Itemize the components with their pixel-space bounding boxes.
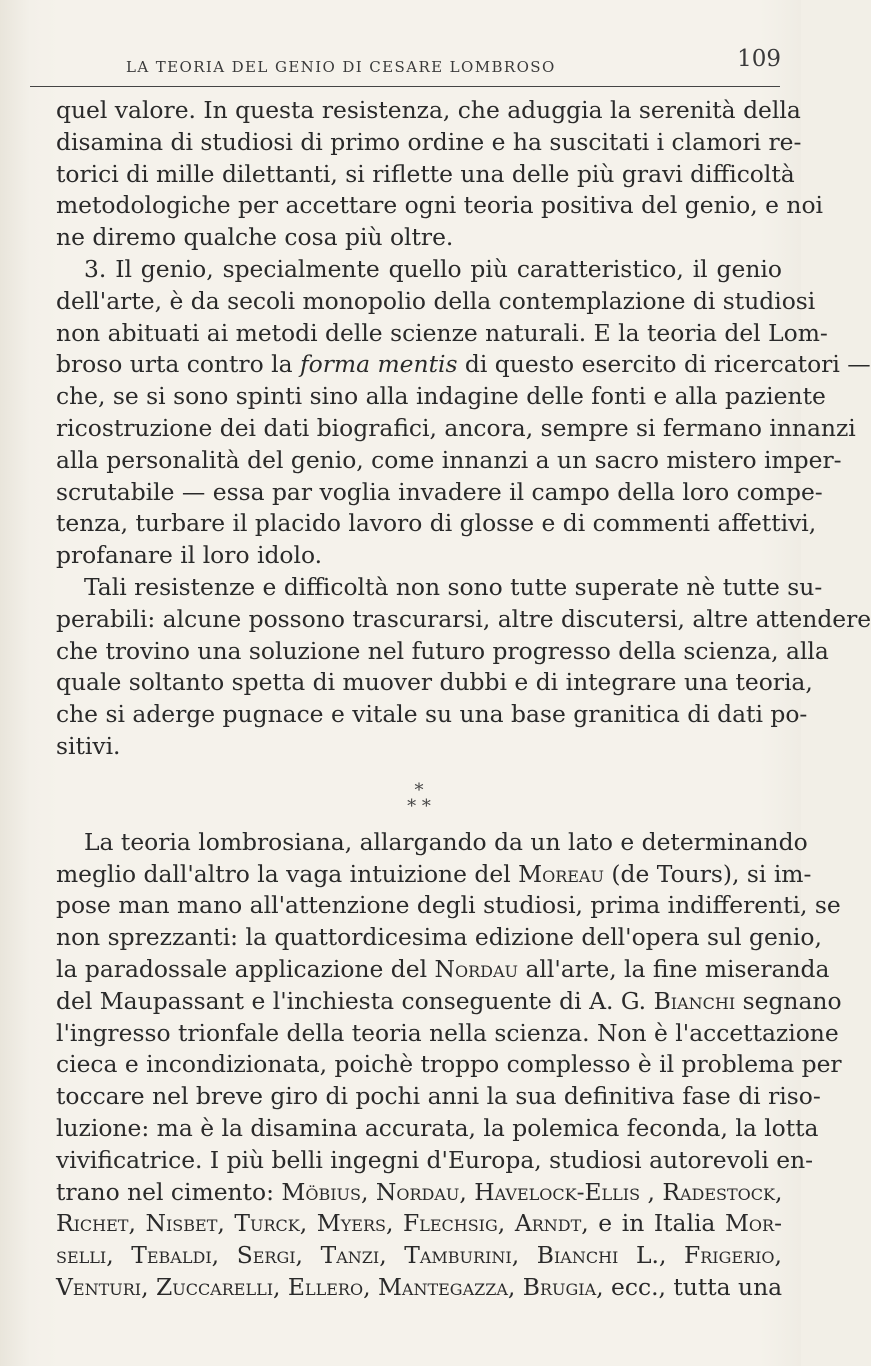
text-line: dell'arte, è da secoli monopolio della contemplazione di studiosi — [56, 286, 816, 315]
author-name: Nordau — [434, 954, 519, 983]
text-line: tenza, turbare il placido lavoro di glosse e di commenti affettivi, — [56, 509, 817, 538]
text-line: cieca e incondizionata, poichè troppo complesso è il problema per — [56, 1050, 842, 1079]
asterism-top: * — [414, 779, 424, 801]
text-line: pose man mano all'attenzione degli studiosi, prima indifferenti, se — [56, 891, 841, 920]
text-line — [56, 986, 842, 1018]
text-line: metodologiche per accettare ogni teoria positiva del genio, e noi — [56, 191, 824, 220]
body-text — [56, 95, 871, 1304]
text-line: disamina di studiosi di primo ordine e ha suscitati i clamori re- — [56, 127, 802, 156]
text-line: l'ingresso trionfale della teoria nella scienza. Non è l'accettazione — [56, 1018, 839, 1047]
paragraph-3 — [56, 572, 871, 763]
text-line: 3. Il genio, specialmente quello più caratteristico, il genio — [84, 254, 782, 283]
text-line: profanare il loro idolo. — [56, 541, 323, 570]
text-line: che, se si sono spinti sino alla indagine delle fonti e alla paziente — [56, 382, 826, 411]
text-line — [56, 1272, 782, 1304]
text-line: quel valore. In questa resistenza, che aduggia la serenità della — [56, 96, 801, 124]
text-run: e in Italia — [588, 1209, 725, 1238]
text-line: Tali resistenze e difficoltà non sono tutte superate nè tutte su- — [84, 572, 823, 601]
text-run: all'arte, la fine miseranda — [518, 954, 830, 983]
text-line: luzione: ma è la disamina accurata, la polemica feconda, la lotta — [56, 1113, 819, 1142]
text-line: perabili: alcune possono trascurarsi, altre discutersi, altre attendere — [56, 604, 871, 633]
text-run: segnano — [735, 986, 842, 1015]
paragraph-4 — [56, 827, 842, 1304]
text-line: ne diremo qualche cosa più oltre. — [56, 223, 454, 252]
author-name: Moreau — [518, 859, 604, 888]
author-names: selli, Tebaldi, Sergi, Tanzi, Tamburini, Bianchi L., Frigerio, — [56, 1241, 782, 1270]
text-line: scrutabile — essa par voglia invadere il campo della loro compe- — [56, 477, 823, 506]
text-run: broso urta contro la — [56, 350, 300, 379]
text-line — [56, 1208, 782, 1240]
author-names: Mor- — [724, 1209, 783, 1238]
text-line — [56, 954, 830, 986]
paragraph-2 — [56, 254, 871, 572]
running-head: LA TEORIA DEL GENIO DI CESARE LOMBROSO — [126, 58, 556, 76]
author-names: Richet, Nisbet, Turck, Myers, Flechsig, Arndt, — [56, 1209, 589, 1238]
text-line: La teoria lombrosiana, allargando da un lato e determinando — [84, 827, 808, 856]
text-line: toccare nel breve giro di pochi anni la sua definitiva fase di riso- — [56, 1082, 821, 1111]
text-run: del Maupassant e l'inchiesta conseguente di A. G. — [56, 986, 654, 1015]
text-line: che si aderge pugnace e vitale su una base granitica di dati po- — [56, 700, 808, 729]
text-line: alla personalità del genio, come innanzi a un sacro mistero imper- — [56, 445, 842, 474]
author-name: Bianchi — [653, 986, 736, 1015]
author-names: Venturi, Zuccarelli, Ellero, Mantegazza, Brugia, — [56, 1272, 604, 1301]
text-run: trano nel cimento: — [56, 1177, 282, 1206]
text-line — [56, 349, 871, 381]
text-line: vivificatrice. I più belli ingegni d'Europa, studiosi autorevoli en- — [56, 1145, 814, 1174]
text-run: di questo esercito di ricercatori — — [457, 350, 871, 379]
text-run: (de Tours), si im- — [603, 859, 812, 888]
text-line: non abituati ai metodi delle scienze naturali. E la teoria del Lom- — [56, 318, 828, 347]
text-line: che trovino una soluzione nel futuro progresso della scienza, alla — [56, 636, 829, 665]
italic-phrase: forma mentis — [300, 350, 458, 379]
text-run: ecc., tutta una — [603, 1272, 783, 1301]
text-line — [56, 859, 812, 891]
text-line — [56, 1240, 782, 1272]
paragraph-1 — [56, 95, 824, 254]
asterism-bottom: * * — [407, 795, 431, 817]
page-number: 109 — [737, 46, 781, 72]
text-line: non sprezzanti: la quattordicesima edizione dell'opera sul genio, — [56, 923, 822, 952]
text-line: quale soltanto spetta di muover dubbi e di integrare una teoria, — [56, 668, 813, 697]
section-asterism — [56, 763, 782, 827]
text-run: meglio dall'altro la vaga intuizione del — [56, 859, 519, 888]
text-line — [56, 1177, 782, 1209]
text-run: la paradossale applicazione del — [56, 954, 435, 983]
page-header — [126, 44, 781, 82]
author-names: Möbius, Nordau, Havelock-Ellis , Radestock, — [281, 1177, 783, 1206]
header-rule — [30, 86, 780, 87]
text-line: sitivi. — [56, 731, 121, 760]
text-line: ricostruzione dei dati biografici, ancora, sempre si fermano innanzi — [56, 413, 856, 442]
text-line: torici di mille dilettanti, si riflette una delle più gravi difficoltà — [56, 159, 795, 188]
